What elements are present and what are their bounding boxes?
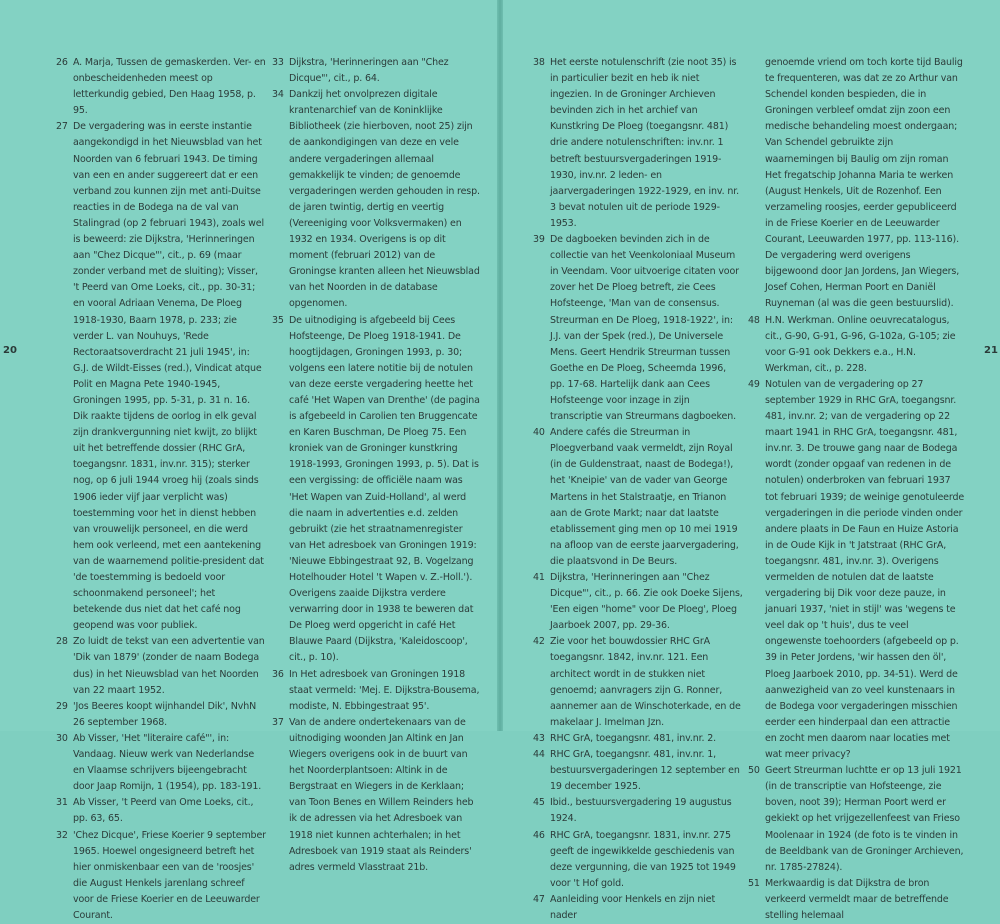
footnote-column-2 <box>272 55 482 876</box>
footnote-text: 'Jos Beeres koopt wijnhandel Dik', NvhN 26 september 1968. <box>73 701 256 728</box>
footnote-number: 38 <box>533 55 550 71</box>
footnote <box>56 828 266 924</box>
footnote-text: Dijkstra, 'Herinneringen aan "Chez Dicque"', cit., p. 66. Zie ook Doeke Sijens, 'Een eigen "home" voor De Ploeg', Ploeg Jaarboek 2007, pp. 29-36. <box>550 572 743 631</box>
footnote <box>533 795 743 827</box>
footnote <box>533 425 743 570</box>
footnote-number: 41 <box>533 570 550 586</box>
footnote-text: Geert Streurman luchtte er op 13 juli 1921 (in de transcriptie van Hofsteenge, zie boven, noot 39); Herman Poort werd er gekiekt op het vrijgezellenfeest van Frieso Moolenaar in 1924 (de foto is te vinden in de Beeldbank van de Groninger Archieven, nr. 1785-27824). <box>765 765 963 873</box>
footnote <box>272 313 482 667</box>
footnote-number: 32 <box>56 828 73 844</box>
left-page <box>0 0 497 731</box>
footnote <box>748 313 964 377</box>
footnote-text: genoemde vriend om toch korte tijd Baulig te frequenteren, was dat ze zo Arthur van Schendel konden bespieden, die in Groningen verbleef omdat zijn zoon een medische behandeling moest ondergaan; Van Schendel gebruikte zijn waarnemingen bij Baulig om zijn roman Het fregatschip Johanna Maria te werken (August Henkels, Uit de Rozenhof. Een verzameling roosjes, eerder gepubliceerd in de Friese Koerier en de Leeuwarder Courant, Leeuwarden 1977, pp. 113-116). De vergadering werd overigens bijgewoond door Jan Jordens, Jan Wiegers, Josef Cohen, Herman Poort en Daniël Ruyneman (al was die geen bestuurslid). <box>765 57 963 309</box>
footnote-number: 40 <box>533 425 550 441</box>
footnote-text: Het eerste notulenschrift (zie noot 35) is in particulier bezit en heb ik niet ingezien. In de Groninger Archieven bevinden zich in het archief van Kunstkring De Ploeg (toegangsnr. 481) drie andere notulenschriften: inv.nr. 1 betreft bestuursvergaderingen 1919-1930, inv.nr. 2 leden- en jaarvergaderingen 1922-1929, en inv. nr. 3 bevat notulen uit de periode 1929-1953. <box>550 57 739 229</box>
footnote <box>533 747 743 795</box>
footnote-number: 37 <box>272 715 289 731</box>
footnote-text: Notulen van de vergadering op 27 september 1929 in RHC GrA, toegangsnr. 481, inv.nr. 2; van de vergadering op 22 maart 1941 in RHC GrA, toegangsnr. 481, inv.nr. 3. De trouwe gang naar de Bodega wordt (zonder opgaaf van redenen in de notulen) onderbroken van februari 1937 tot februari 1939; de weinige genotuleerde vergaderingen in die periode vinden onder andere plaats in De Faun en Huize Astoria in de Oude Kijk in 't Jatstraat (RHC GrA, toegangsnr. 481, inv.nr. 3). Overigens vermelden de notulen dat de laatste vergadering bij Dik voor deze pauze, in januari 1937, 'niet in stijl' was 'wegens te veel dak op 't huis', dus te veel ongewenste toehoorders (afgebeeld op p. 39 in Peter Jordens, 'wir hassen den öl', Ploeg Jaarboek 2010, pp. 34-51). Werd de aanwezigheid van zo veel kunstenaars in de Bodega voor vergaderingen misschien eerder een hinderpaal dan een attractie en zocht men daarom naar locaties met wat meer privacy? <box>765 379 964 760</box>
footnote-number: 27 <box>56 119 73 135</box>
right-page <box>503 0 1000 731</box>
footnote-number: 42 <box>533 634 550 650</box>
footnote <box>533 828 743 892</box>
footnote-text: H.N. Werkman. Online oeuvrecatalogus, cit., G-90, G-91, G-96, G-102a, G-105; zie voor G-91 ook Dekkers e.a., H.N. Werkman, cit., p. 228. <box>765 315 956 374</box>
footnote-text: Dijkstra, 'Herinneringen aan "Chez Dicque"', cit., p. 64. <box>289 57 449 84</box>
footnote <box>533 232 743 425</box>
footnote <box>533 570 743 634</box>
footnote-number: 46 <box>533 828 550 844</box>
footnote-number: 26 <box>56 55 73 71</box>
footnote-text: Ab Visser, 'Het "literaire café"', in: Vandaag. Nieuw werk van Nederlandse en Vlaamse schrijvers bijeengebracht door Jaap Romijn, 1 (1954), pp. 183-191. <box>73 733 261 792</box>
footnote-number: 44 <box>533 747 550 763</box>
footnote-text: Aanleiding voor Henkels en zijn niet nader <box>550 894 715 921</box>
footnote <box>56 55 266 119</box>
footnote-text: De vergadering was in eerste instantie aangekondigd in het Nieuwsblad van het Noorden van 6 februari 1943. De timing van een en ander suggereert dat er een verband zou kunnen zijn met anti-Duitse reacties in de Bodega na de val van Stalingrad (op 2 februari 1943), zoals wel is beweerd: zie Dijkstra, 'Herinneringen aan "Chez Dicque"', cit., p. 69 (maar zonder verband met de sluiting); Visser, 't Peerd van Ome Loeks, cit., pp. 30-31; en vooral Adriaan Venema, De Ploeg 1918-1930, Baarn 1978, p. 233; zie verder L. van Nouhuys, 'Rede Rectoraatsoverdracht 21 juli 1945', in: G.J. de Wildt-Eisses (red.), Vindicat atque Polit en Magna Pete 1940-1945, Groningen 1995, pp. 5-31, p. 31 n. 16. Dik raakte tijdens de oorlog in elk geval zijn drankvergunning niet kwijt, zo blijkt uit het betreffende dossier (RHC GrA, toegangsnr. 1831, inv.nr. 315); sterker nog, op 6 juli 1944 vroeg hij (zoals sinds 1906 ieder vijf jaar verplicht was) toestemming voor het in dienst hebben van vrouwelijk personeel, en die werd hem ook verleend, met een aantekening van de waarnemend politie-president dat 'de toestemming is bedoeld voor schoonmakend personeel'; het betekende dus niet dat het café nog geopend was voor publiek. <box>73 121 264 631</box>
footnote <box>533 634 743 731</box>
footnote-number: 36 <box>272 667 289 683</box>
footnote <box>533 731 743 747</box>
footnote <box>272 715 482 876</box>
footnote-number: 47 <box>533 892 550 908</box>
footnote <box>56 699 266 731</box>
footnote <box>748 55 964 313</box>
footnote-text: De uitnodiging is afgebeeld bij Cees Hofsteenge, De Ploeg 1918-1941. De hoogtijdagen, Groningen 1993, p. 30; volgens een latere notitie bij de notulen van deze eerste vergadering heette het café 'Het Wapen van Drenthe' (de pagina is afgebeeld in Carolien ten Bruggencate en Karen Buschman, De Ploeg 75. Een kroniek van de Groninger kunstkring 1918-1993, Groningen 1993, p. 5). Dat is een vergissing: de officiële naam was 'Het Wapen van Zuid-Holland', al werd die naam in advertenties e.d. zelden gebruikt (zie het straatnamenregister van Het adresboek van Groningen 1919: 'Nieuwe Ebbingestraat 92, B. Vogelzang Hotelhouder Hotel 't Wapen v. Z.-Holl.'). Overigens zaaide Dijkstra verdere verwarring door in 1938 te beweren dat De Ploeg werd opgericht in café Het Blauwe Paard (Dijkstra, 'Kaleidoscoop', cit., p. 10). <box>289 315 480 664</box>
footnote-number: 29 <box>56 699 73 715</box>
footnote-text: Ibid., bestuursvergadering 19 augustus 1924. <box>550 797 732 824</box>
footnote <box>272 667 482 715</box>
footnote <box>533 892 743 924</box>
footnote-number: 50 <box>748 763 765 779</box>
footnote <box>272 87 482 312</box>
footnote-text: Dankzij het onvolprezen digitale krantenarchief van de Koninklijke Bibliotheek (zie hierboven, noot 25) zijn de aankondigingen van deze en vele andere vergaderingen allemaal gemakkelijk te vinden; de genoemde vergaderingen werden gehouden in resp. de jaren twintig, dertig en veertig (Vereeniging voor Volksvermaken) en 1932 en 1934. Overigens is op dit moment (februari 2012) van de Groningse kranten alleen het Nieuwsblad van het Noorden in de database opgenomen. <box>289 89 480 309</box>
footnote-number: 49 <box>748 377 765 393</box>
footnote-number: 30 <box>56 731 73 747</box>
footnote-text: RHC GrA, toegangsnr. 481, inv.nr. 1, bestuursvergaderingen 12 september en 19 december 1925. <box>550 749 740 792</box>
footnote <box>533 55 743 232</box>
footnote-number: 48 <box>748 313 765 329</box>
footnote-number: 43 <box>533 731 550 747</box>
footnote-number: 33 <box>272 55 289 71</box>
footnote-text: 'Chez Dicque', Friese Koerier 9 september 1965. Hoewel ongesigneerd betreft het hier onmiskenbaar een van de 'roosjes' die August Henkels jarenlang schreef voor de Friese Koerier en de Leeuwarder Courant. <box>73 830 266 921</box>
footnote <box>56 634 266 698</box>
footnote-text: Van de andere ondertekenaars van de uitnodiging woonden Jan Altink en Jan Wiegers overigens ook in de buurt van het Noorderplantsoen: Altink in de Bergstraat en Wiegers in de Kerklaan; van Toon Benes en Willem Reinders heb ik de adressen via het Adresboek van 1918 niet kunnen achterhalen; in het Adresboek van 1919 staat als Reinders' adres vermeld Vlasstraat 21b. <box>289 717 473 873</box>
footnote-number: 31 <box>56 795 73 811</box>
footnote <box>748 377 964 763</box>
footnote-text: De dagboeken bevinden zich in de collectie van het Veenkoloniaal Museum in Veendam. Voor uitvoerige citaten voor zover het De Ploeg betreft, zie Cees Hofsteenge, 'Man van de consensus. Streurman en De Ploeg, 1918-1922', in: J.J. van der Spek (red.), De Universele Mens. Geert Hendrik Streurman tussen Goethe en De Ploeg, Scheemda 1996, pp. 17-68. Hartelijk dank aan Cees Hofsteenge voor inzage in zijn transcriptie van Streurmans dagboeken. <box>550 234 739 422</box>
footnote-text: Andere cafés die Streurman in Ploegverband vaak vermeldt, zijn Royal (in de Guldenstraat, naast de Bodega!), het 'Kneipie' van de vader van George Martens in het Stalstraatje, en Trianon aan de Grote Markt; naar dat laatste etablissement ging men op 10 mei 1919 na afloop van de eerste jaarvergadering, die plaatsvond in De Beurs. <box>550 427 739 567</box>
footnote <box>748 763 964 876</box>
footnote-number: 28 <box>56 634 73 650</box>
footnote <box>56 119 266 634</box>
footnote-text: Merkwaardig is dat Dijkstra de bron verkeerd vermeldt maar de betreffende stelling helemaal <box>765 878 948 921</box>
footnote-text: In Het adresboek van Groningen 1918 staat vermeld: 'Mej. E. Dijkstra-Bousema, modiste, N. Ebbingestraat 95'. <box>289 669 479 712</box>
footnote <box>56 731 266 795</box>
footnote-text: RHC GrA, toegangsnr. 481, inv.nr. 2. <box>550 733 716 744</box>
page-number-right: 21 <box>984 345 998 356</box>
footnote-text: RHC GrA, toegangsnr. 1831, inv.nr. 275 geeft de ingewikkelde geschiedenis van deze vergunning, die van 1925 tot 1949 voor 't Hof gold. <box>550 830 736 889</box>
footnote <box>272 55 482 87</box>
footnote-column-1 <box>56 55 266 924</box>
footnote-number: 35 <box>272 313 289 329</box>
footnote-text: Zo luidt de tekst van een advertentie van 'Dik van 1879' (zonder de naam Bodega dus) in het Nieuwsblad van het Noorden van 22 maart 1952. <box>73 636 265 695</box>
footnote <box>748 876 964 924</box>
footnote-column-3 <box>533 55 743 924</box>
footnote-text: Zie voor het bouwdossier RHC GrA toegangsnr. 1842, inv.nr. 121. Een architect wordt in de stukken niet genoemd; aanvragers zijn G. Ronner, aannemer aan de Winschoterkade, en de makelaar J. Imelman Jzn. <box>550 636 741 727</box>
footnote-column-4 <box>748 55 964 924</box>
footnote-text: A. Marja, Tussen de gemaskerden. Ver- en onbescheidenheden meest op letterkundig gebied, Den Haag 1958, p. 95. <box>73 57 266 116</box>
footnote-number: 34 <box>272 87 289 103</box>
footnote-number: 45 <box>533 795 550 811</box>
footnote <box>56 795 266 827</box>
footnote-text: Ab Visser, 't Peerd van Ome Loeks, cit., pp. 63, 65. <box>73 797 253 824</box>
footnote-number: 39 <box>533 232 550 248</box>
footnote-number: 51 <box>748 876 765 892</box>
page-number-left: 20 <box>3 345 17 356</box>
